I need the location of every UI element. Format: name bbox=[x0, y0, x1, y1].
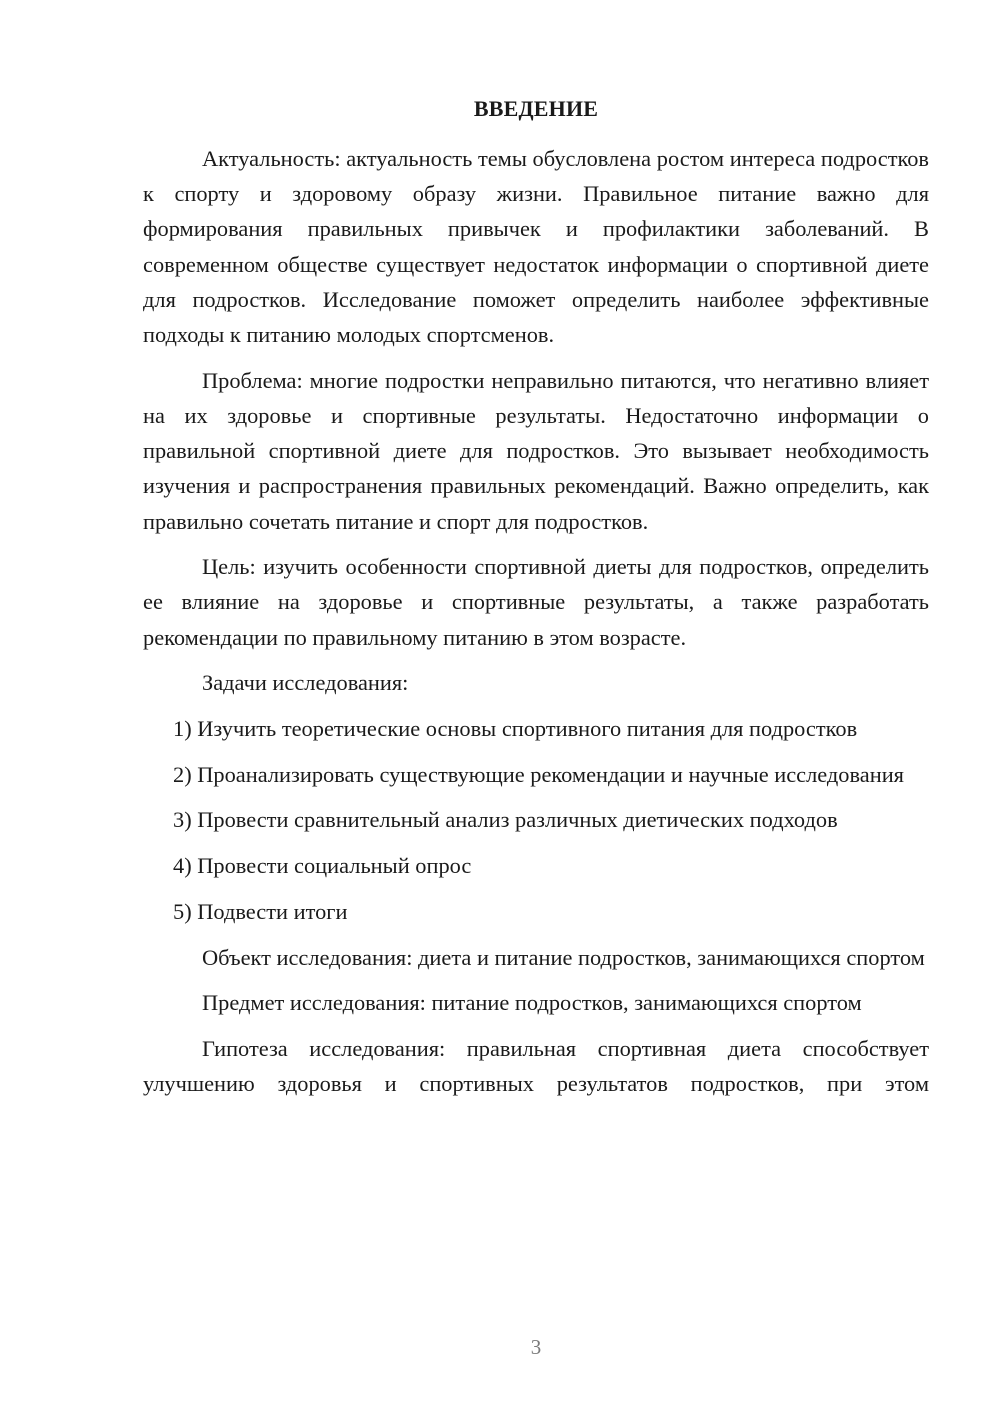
task-item-1: 1) Изучить теоретические основы спортивного питания для подростков bbox=[173, 716, 858, 742]
page-number: 3 bbox=[530, 1335, 542, 1359]
paragraph-goal: Цель: изучить особенности спортивной диеты для подростков, определить ее влияние на здоровье и спортивные результаты, а также разработать рекомендации по правильному питанию в этом возрасте. bbox=[143, 554, 929, 650]
body-text bbox=[143, 141, 929, 1112]
task-item-2: 2) Проанализировать существующие рекомендации и научные исследования bbox=[173, 761, 904, 787]
paragraph-hypothesis: Гипотеза исследования: правильная спортивная диета способствует улучшению здоровья и спортивных результатов подростков, при этом bbox=[143, 1035, 929, 1097]
paragraph-problem: Проблема: многие подростки неправильно питаются, что негативно влияет на их здоровье и спортивные результаты. Недостаточно информации о правильной спортивной диете для подростков. Это вызывает необходимость изучения и распространения правильных рекомендаций. Важно определить, как правильно сочетать питание и спорт для подростков. bbox=[143, 367, 929, 534]
paragraph-object: Объект исследования: диета и питание подростков, занимающихся спортом bbox=[202, 944, 925, 970]
paragraph-subject: Предмет исследования: питание подростков, занимающихся спортом bbox=[202, 990, 862, 1016]
task-item-3: 3) Провести сравнительный анализ различных диетических подходов bbox=[173, 807, 838, 833]
paragraph-tasks-heading: Задачи исследования: bbox=[202, 670, 409, 696]
task-item-5: 5) Подвести итоги bbox=[173, 898, 348, 924]
section-heading: ВВЕДЕНИЕ bbox=[473, 96, 599, 121]
task-item-4: 4) Провести социальный опрос bbox=[173, 853, 472, 879]
paragraph-relevance: Актуальность: актуальность темы обусловлена ростом интереса подростков к спорту и здоровому образу жизни. Правильное питание важно для формирования правильных привычек и профилактики заболеваний. В современном обществе существует недостаток информации о спортивной диете для подростков. Исследование поможет определить наиболее эффективные подходы к питанию молодых спортсменов. bbox=[143, 146, 929, 348]
